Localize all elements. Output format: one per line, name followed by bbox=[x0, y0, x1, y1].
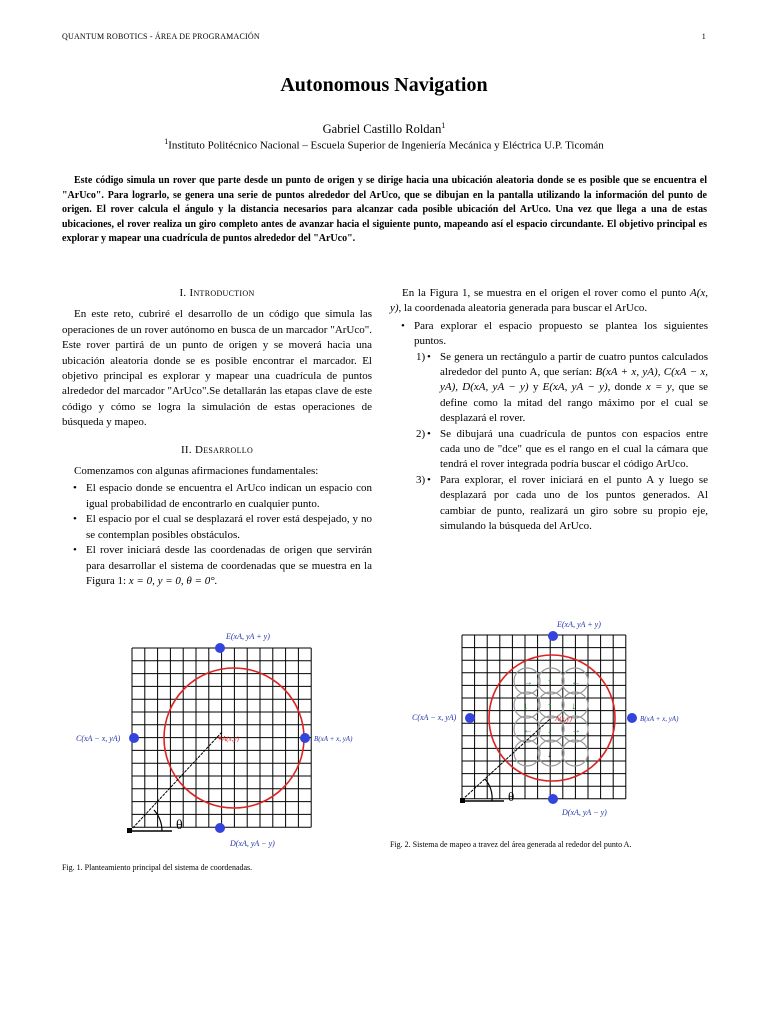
path-line bbox=[130, 732, 222, 831]
figure-2-caption: Fig. 2. Sistema de mapeo a travez del área generada al rededor del punto A. bbox=[390, 840, 632, 849]
steps-list bbox=[414, 350, 708, 535]
label-b: B(xA + x, yA) bbox=[640, 715, 679, 723]
step-item bbox=[416, 427, 708, 473]
left-column bbox=[62, 286, 372, 589]
step-text: Se genera un rectángulo a partir de cuatro puntos calculados alrededor del punto A, que serían: bbox=[440, 350, 708, 379]
label-e: E(xA, yA + y) bbox=[226, 632, 270, 641]
label-a: A(x,y) bbox=[222, 735, 239, 743]
affiliation-text: Instituto Politécnico Nacional – Escuela Superior de Ingeniería Mecánica y Eléctrica U.P. Ticomán bbox=[168, 139, 604, 152]
step-text: Para explorar, el rover iniciará en el punto A y luego se desplazará por cada uno de los puntos generados. Al cambiar de punto, realizará un giro sobre su propio eje, simulando la búsqueda del ArUco. bbox=[440, 473, 708, 533]
step-number: • 2) bbox=[416, 427, 426, 440]
list-item: • El espacio por el cual se desplazará el rover está despejado, y no se contemplan posibles obstáculos. bbox=[86, 512, 372, 543]
step-number: • 3) bbox=[416, 473, 426, 486]
point-e bbox=[548, 631, 558, 641]
step-item bbox=[416, 473, 708, 535]
arrow-glyph: → bbox=[571, 725, 581, 736]
arrow-glyph: ← bbox=[523, 725, 533, 736]
running-title: QUANTUM ROBOTICS - ÁREA DE PROGRAMACIÓN bbox=[62, 32, 260, 41]
abstract: Este código simula un rover que parte desde un punto de origen y se dirige hacia una ubicación aleatoria donde se es posible que se encuentra el "ArUco". Para lograrlo, se genera una serie de puntos alrededor del ArUco, que se dibujan en la pantalla utilizando la información del punto de origen. El rover calcula el ángulo y la distancia necesarios para alcanzar cada posible ubicación del ArUco. Una vez que llega a una de estas ubicaciones, el rover realiza un giro completo antes de avanzar hacia el siguiente punto, mapeando así el espacio circundante. El objetivo principal es explorar y mapear una cuadrícula de puntos alrededor del "ArUco". bbox=[62, 175, 707, 245]
paragraph-text: , la coordenada aleatoria generada para buscar el ArUco. bbox=[398, 302, 648, 315]
point-d bbox=[548, 794, 558, 804]
introduction-paragraph: En este reto, cubriré el desarrollo de un código que simula las operaciones de un rover autónomo en busca de un marcador "ArUco". Este rover partirá de un punto de origen y se moverá hacia una ubicación aleatoria donde se es posible encontrar el marcador. El objetivo principal es explorar y mapear una cuadrícula de puntos alrededor del marcador "ArUco".Se detallarán las etapas clave de este código y cómo se logra la simulación de estas operaciones de búsqueda y mapeo. bbox=[62, 308, 372, 429]
point-b bbox=[300, 733, 310, 743]
point-d bbox=[215, 823, 225, 833]
figure-1 bbox=[62, 626, 374, 856]
step-item bbox=[416, 350, 709, 427]
author bbox=[0, 121, 768, 137]
author-name: Gabriel Castillo Roldan bbox=[322, 122, 442, 137]
point-e bbox=[215, 643, 225, 653]
right-bullet-list bbox=[390, 319, 708, 535]
label-d: D(xA, yA − y) bbox=[230, 839, 275, 848]
arrow-glyph: ↑ bbox=[547, 677, 552, 688]
step-text: , que se define como la mitad del rango máximo por el cual se desplazará el rover. bbox=[440, 381, 709, 425]
list-item bbox=[86, 543, 372, 589]
step-text: , donde bbox=[607, 381, 646, 394]
paper-title: Autonomous Navigation bbox=[280, 74, 488, 96]
step-number: • 1) bbox=[416, 350, 426, 363]
arrow-glyph: ↓ bbox=[571, 701, 576, 712]
right-column bbox=[390, 286, 708, 535]
step-text: y bbox=[528, 381, 543, 394]
label-a: A(x,y) bbox=[555, 715, 572, 723]
list-item: • El espacio donde se encuentra el ArUco indican un espacio con igual probabilidad de encontrarlo en cualquier punto. bbox=[86, 481, 372, 512]
label-e: E(xA, yA + y) bbox=[557, 620, 601, 629]
grid bbox=[462, 635, 626, 799]
math-points: B(xA + x, yA), C(xA − x, yA), D(xA, yA − y) bbox=[440, 366, 708, 394]
page-number: 1 bbox=[701, 32, 706, 41]
author-superscript: 1 bbox=[441, 121, 446, 130]
section-desarrollo-title: II. Desarrollo bbox=[180, 443, 254, 456]
list-item-text: Para explorar el espacio propuesto se plantea los siguientes puntos. bbox=[414, 319, 708, 348]
list-item-text: El rover iniciará desde las coordenadas de origen que servirán para desarrollar el sistema de coordenadas que se muestra en la Figura 1: bbox=[86, 544, 372, 587]
right-paragraph bbox=[390, 286, 708, 317]
point-b bbox=[627, 713, 637, 723]
arrow-glyph: ↑ bbox=[547, 701, 552, 712]
label-d: D(xA, yA − y) bbox=[562, 808, 607, 817]
math-xy: x = y bbox=[645, 381, 672, 394]
label-c: C(xA − x, yA) bbox=[76, 734, 121, 743]
affiliation bbox=[0, 137, 768, 152]
point-c bbox=[129, 733, 139, 743]
arrow-glyph: → bbox=[523, 677, 533, 688]
arrow-glyph: ↓ bbox=[547, 749, 552, 760]
scan-circle bbox=[514, 740, 540, 766]
path-line bbox=[462, 719, 550, 800]
arrow-glyph: ← bbox=[571, 677, 581, 688]
figure-1-caption: Fig. 1. Planteamiento principal del sistema de coordenadas. bbox=[62, 863, 253, 872]
point-c bbox=[465, 713, 475, 723]
label-b: B(xA + x, yA) bbox=[314, 735, 353, 743]
list-item bbox=[414, 319, 708, 535]
figure-2 bbox=[410, 615, 710, 820]
affiliation-superscript: 1 bbox=[164, 137, 169, 146]
math-point-e: E(xA, yA − y) bbox=[542, 381, 608, 394]
math-point-a: A(x, y) bbox=[390, 287, 709, 315]
theta-label: θ bbox=[176, 818, 183, 833]
desarrollo-bullet-list bbox=[62, 481, 372, 589]
math-origin: x = 0, y = 0, θ = 0°. bbox=[128, 574, 218, 587]
paragraph-text: En la Figura 1, se muestra en el origen el rover como el punto bbox=[402, 287, 687, 299]
running-header bbox=[62, 32, 706, 41]
arrow-glyph: ↓ bbox=[523, 701, 528, 712]
arrow-glyph: ↓ bbox=[547, 725, 552, 736]
angle-arc bbox=[485, 779, 492, 801]
label-c: C(xA − x, yA) bbox=[412, 713, 457, 722]
theta-label: θ bbox=[508, 789, 515, 804]
section-introduction-title: I. Introduction bbox=[179, 287, 255, 299]
desarrollo-intro: Comenzamos con algunas afirmaciones fundamentales: bbox=[74, 465, 319, 478]
step-text: Se dibujará una cuadrícula de puntos con espacios entre cada uno de "dce" que es el rango en el cual la cámara que tendrá el rover integrada podría buscar el código ArUco. bbox=[440, 427, 708, 471]
